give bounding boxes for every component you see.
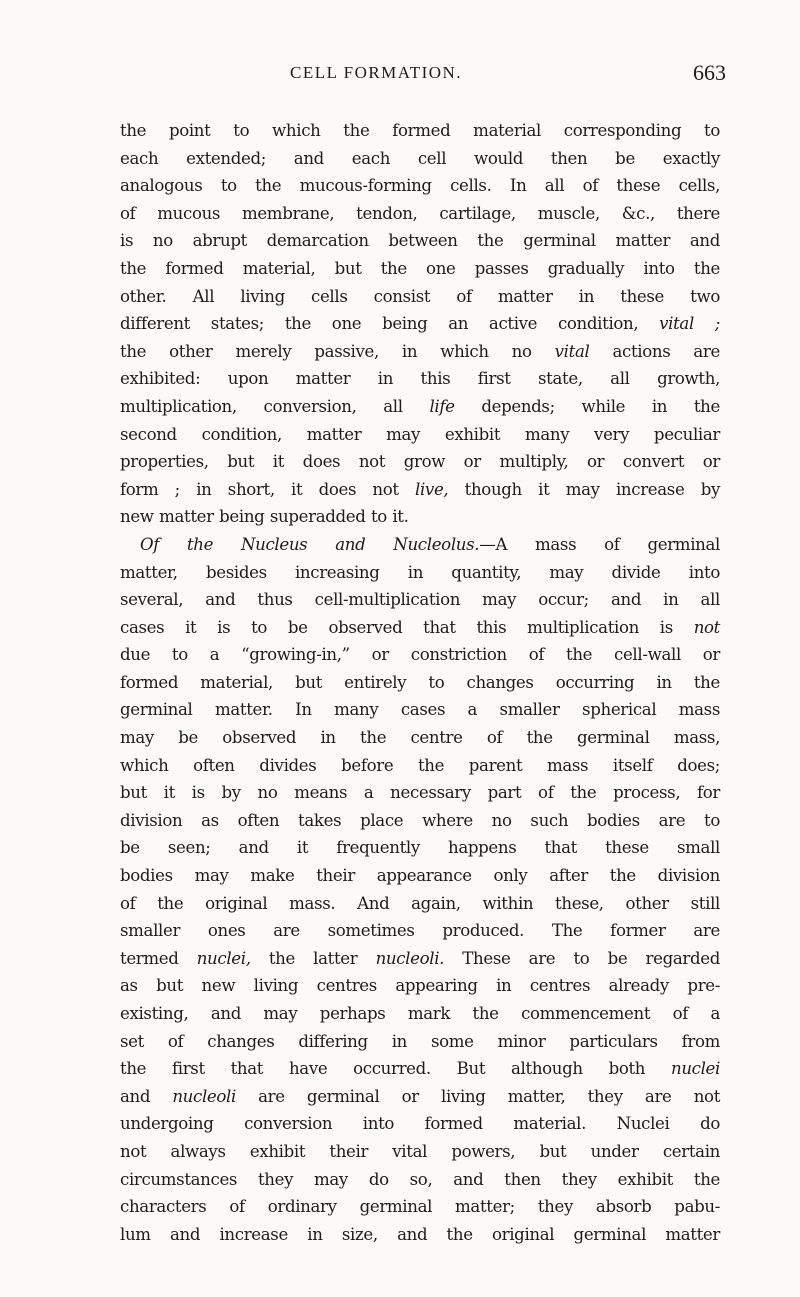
italic-text: Of the Nucleus and Nucleolus. xyxy=(140,534,480,554)
text-segment: different states; the one being an active condition, xyxy=(120,314,660,334)
text-line xyxy=(120,1138,720,1166)
text-line xyxy=(120,779,720,807)
body-text xyxy=(120,117,720,1248)
text-line xyxy=(120,365,720,393)
text-segment: matter, besides increasing in quantity, may divide into xyxy=(120,562,720,582)
text-segment: actions are xyxy=(589,341,720,361)
text-line xyxy=(120,945,720,973)
text-line xyxy=(120,200,720,228)
italic-text: not xyxy=(693,617,720,637)
text-segment: the latter xyxy=(250,948,376,968)
text-line xyxy=(120,1055,720,1083)
text-segment: depends; while in the xyxy=(454,396,720,416)
text-line xyxy=(120,834,720,862)
text-line xyxy=(120,1110,720,1138)
text-segment: cases it is to be observed that this multiplication is xyxy=(120,617,694,637)
text-line xyxy=(120,393,720,421)
text-segment: These are to be regarded xyxy=(444,948,721,968)
text-line xyxy=(120,614,720,642)
text-segment: smaller ones are sometimes produced. The former are xyxy=(120,921,720,941)
text-line xyxy=(120,503,720,531)
italic-text: live, xyxy=(415,479,449,499)
text-segment: formed material, but entirely to changes occurring in the xyxy=(120,672,720,692)
text-segment: the other merely passive, in which no xyxy=(120,341,555,361)
text-line xyxy=(120,917,720,945)
text-segment: lum and increase in size, and the original germinal matter xyxy=(120,1224,720,1244)
text-segment: circumstances they may do so, and then they exhibit the xyxy=(120,1169,720,1189)
text-line xyxy=(120,559,720,587)
text-segment: other. All living cells consist of matter in these two xyxy=(120,286,720,306)
text-segment: set of changes differing in some minor particulars from xyxy=(120,1031,720,1051)
text-line xyxy=(120,421,720,449)
text-segment: characters of ordinary germinal matter; they absorb pabu- xyxy=(120,1197,720,1217)
text-segment: which often divides before the parent mass itself does; xyxy=(120,755,720,775)
text-line xyxy=(120,1028,720,1056)
text-line xyxy=(120,890,720,918)
text-line xyxy=(120,1193,720,1221)
text-segment: several, and thus cell-multiplication may occur; and in all xyxy=(120,590,720,610)
text-line xyxy=(120,310,720,338)
italic-text: vital xyxy=(554,341,590,361)
text-segment: not always exhibit their vital powers, but under certain xyxy=(120,1141,720,1161)
text-segment: bodies may make their appearance only after the division xyxy=(120,866,720,886)
text-line xyxy=(120,641,720,669)
text-line xyxy=(120,283,720,311)
text-line xyxy=(120,862,720,890)
text-line xyxy=(120,448,720,476)
page-header xyxy=(0,60,800,93)
text-segment: existing, and may perhaps mark the commencement of a xyxy=(120,1004,720,1023)
running-head: CELL FORMATION. xyxy=(290,63,463,82)
italic-text: nucleoli. xyxy=(375,948,445,968)
text-line xyxy=(120,227,720,255)
text-line xyxy=(120,724,720,752)
text-segment: due to a “growing-in,” or constriction of the cell-wall or xyxy=(120,645,720,665)
text-line xyxy=(120,1166,720,1194)
text-segment: is no abrupt demarcation between the germinal matter and xyxy=(120,231,720,251)
text-segment: are germinal or living matter, they are not xyxy=(235,1086,721,1106)
text-segment: undergoing conversion into formed material. Nuclei do xyxy=(120,1114,720,1134)
text-segment: analogous to the mucous-forming cells. In all of these cells, xyxy=(120,176,720,196)
text-line xyxy=(120,531,720,559)
text-line xyxy=(120,172,720,200)
text-line xyxy=(120,1083,720,1111)
text-segment: as but new living centres appearing in centres already pre- xyxy=(120,976,720,996)
page-number: 663 xyxy=(693,60,726,85)
text-line xyxy=(120,669,720,697)
text-line xyxy=(120,972,720,1000)
text-segment: germinal matter. In many cases a smaller spherical mass xyxy=(120,700,720,720)
text-segment: the first that have occurred. But although both xyxy=(120,1059,671,1079)
text-line xyxy=(120,338,720,366)
text-segment: form ; in short, it does not xyxy=(120,479,416,499)
text-line xyxy=(120,696,720,724)
text-segment: the formed material, but the one passes gradually into the xyxy=(120,258,720,278)
text-segment: —A mass of germinal xyxy=(479,534,720,554)
text-line xyxy=(120,145,720,173)
text-segment: new matter being superadded to it. xyxy=(120,507,409,527)
text-line xyxy=(120,1221,720,1249)
italic-text: life xyxy=(429,396,455,416)
text-segment: of the original mass. And again, within these, other still xyxy=(120,893,720,913)
italic-text: nuclei xyxy=(670,1059,720,1079)
text-segment: properties, but it does not grow or multiply, or convert or xyxy=(120,452,720,472)
text-segment: of mucous membrane, tendon, cartilage, muscle, &c., there xyxy=(120,203,720,223)
text-line xyxy=(120,1000,720,1028)
text-segment: second condition, matter may exhibit many very peculiar xyxy=(120,424,720,444)
text-line xyxy=(120,255,720,283)
text-segment: and xyxy=(120,1086,173,1106)
italic-text: nucleoli xyxy=(172,1086,236,1106)
text-segment: division as often takes place where no such bodies are to xyxy=(120,810,720,830)
text-segment: each extended; and each cell would then be exactly xyxy=(120,148,720,168)
text-line xyxy=(120,807,720,835)
text-segment: exhibited: upon matter in this first state, all growth, xyxy=(120,369,720,389)
italic-text: nuclei, xyxy=(196,948,251,968)
text-segment: multiplication, conversion, all xyxy=(120,396,430,416)
text-segment: but it is by no means a necessary part of the process, for xyxy=(120,783,720,803)
text-line xyxy=(120,752,720,780)
text-line xyxy=(120,117,720,145)
text-line xyxy=(120,476,720,504)
italic-text: vital ; xyxy=(659,314,720,334)
text-segment: though it may increase by xyxy=(448,479,721,499)
text-segment: be seen; and it frequently happens that these small xyxy=(120,838,720,858)
text-segment: termed xyxy=(120,948,197,968)
text-segment: the point to which the formed material corresponding to xyxy=(120,121,720,140)
text-segment: may be observed in the centre of the germinal mass, xyxy=(120,728,720,748)
text-line xyxy=(120,586,720,614)
